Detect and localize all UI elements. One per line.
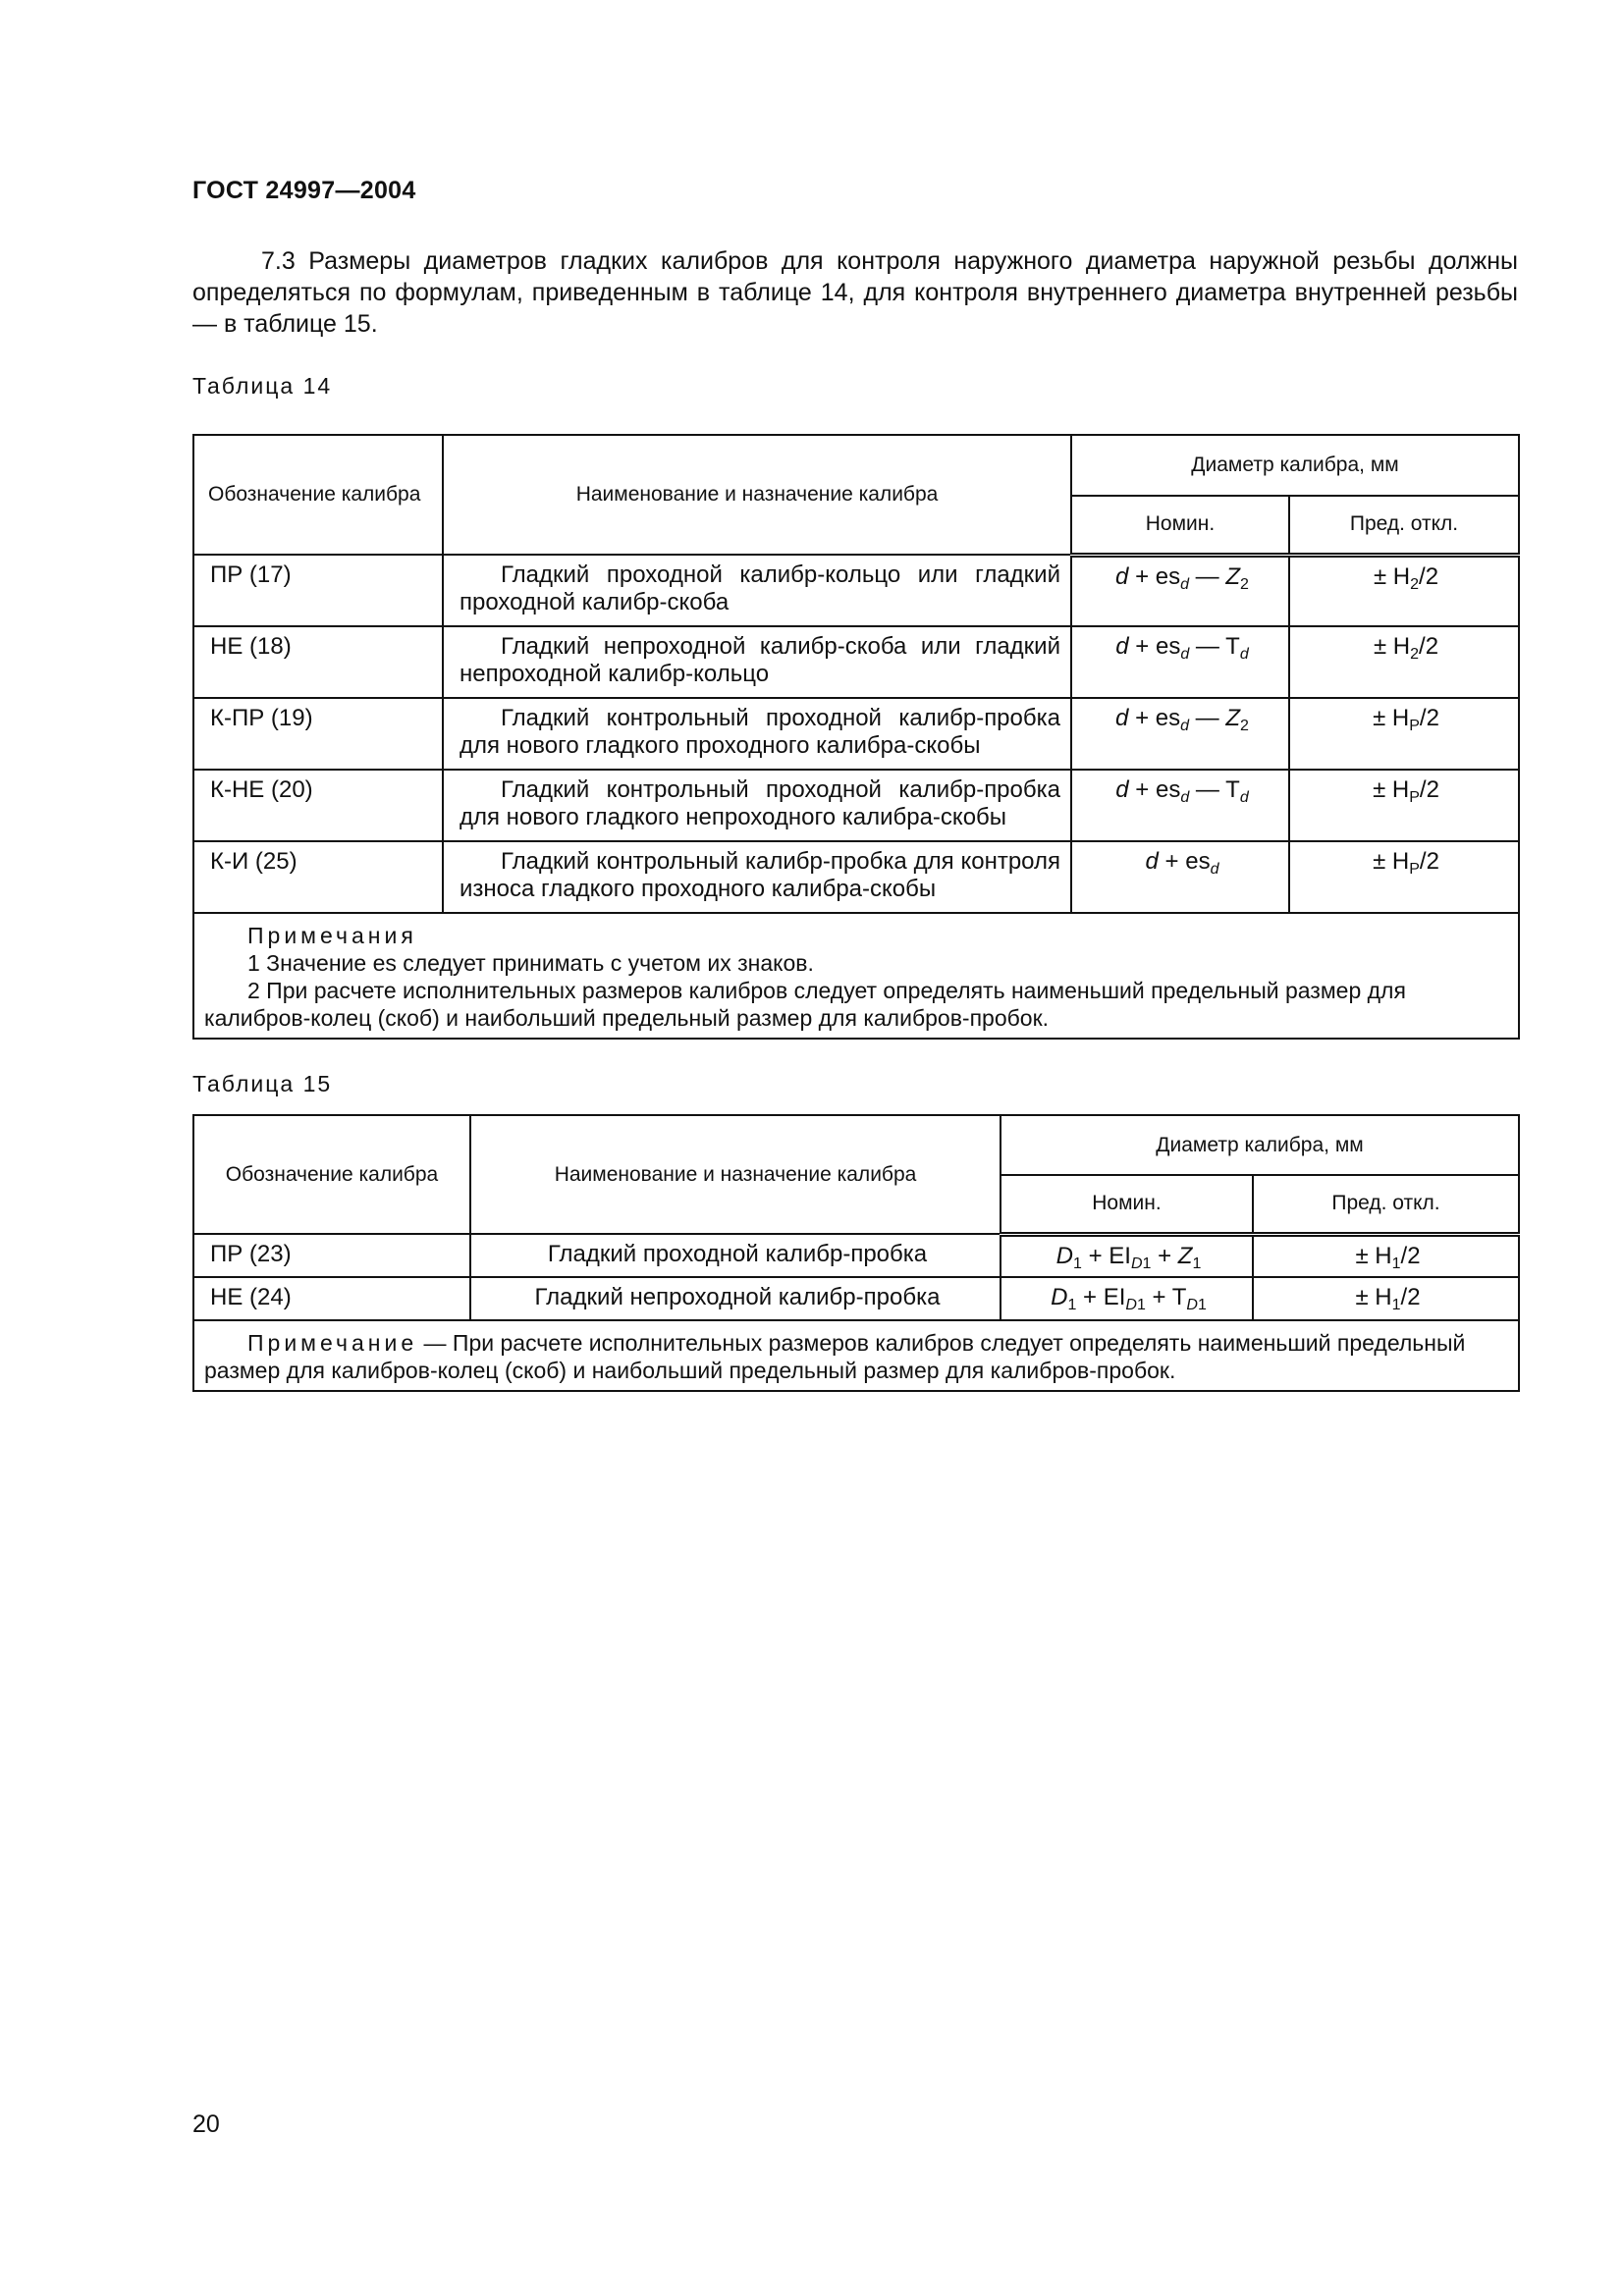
table-row [193,1234,1519,1277]
cell-name: Гладкий контрольный проходной калибр-пробка для нового гладкого проходного калибра-скобы [443,698,1071,770]
note-text: — При расчете исполнительных размеров калибров следует определять наименьший предельный размер для калибров-колец (скоб) и наибольший предельный размер для калибров-пробок. [204,1330,1466,1383]
cell-designation: НЕ (18) [193,626,443,698]
cell-deviation: ± $H_2/2$ [1289,626,1519,698]
table15-caption: Таблица 15 [192,1071,333,1096]
notes-row [193,1320,1519,1391]
cell-deviation: ± $H_P/2$ [1289,841,1519,913]
cell-nominal: $d + es_d$ — $Z_2$ [1071,698,1289,770]
header-nominal: Номин. [1001,1175,1253,1234]
cell-name: Гладкий непроходной калибр-скоба или гладкий непроходной калибр-кольцо [443,626,1071,698]
cell-deviation: ± $H_1/2$ [1253,1234,1519,1277]
cell-designation: К-НЕ (20) [193,770,443,841]
note-label: Примечание [247,1330,418,1356]
header-name: Наименование и назначение калибра [470,1115,1001,1234]
cell-deviation: ± $H_P/2$ [1289,698,1519,770]
cell-nominal: $D_1 + EI_{D1} + Z_1$ [1001,1234,1253,1277]
header-diameter: Диаметр калибра, мм [1001,1115,1519,1175]
table-row [193,698,1519,770]
table-14 [192,434,1520,1040]
cell-name: Гладкий проходной калибр-кольцо или гладкий проходной калибр-скоба [443,555,1071,626]
table14-caption: Таблица 14 [192,373,333,399]
notes-row [193,913,1519,1039]
cell-designation: ПР (17) [193,555,443,626]
header-nominal: Номин. [1071,496,1289,555]
cell-designation: К-ПР (19) [193,698,443,770]
note-2: 2 При расчете исполнительных размеров калибров следует определять наименьший предельный размер для калибров-колец (скоб) и наибольший предельный размер для калибров-пробок. [204,978,1406,1031]
cell-designation: К-И (25) [193,841,443,913]
cell-deviation: ± $H_2/2$ [1289,555,1519,626]
cell-name: Гладкий проходной калибр-пробка [470,1234,1001,1277]
cell-nominal: $D_1 + EI_{D1} + T_{D1}$ [1001,1277,1253,1320]
header-deviation: Пред. откл. [1253,1175,1519,1234]
header-designation: Обозначение калибра [193,1115,470,1234]
notes-cell [193,1320,1519,1391]
header-designation: Обозначение калибра [193,435,443,555]
table-row [193,1277,1519,1320]
header-deviation: Пред. откл. [1289,496,1519,555]
table-row [193,626,1519,698]
cell-nominal: $d + es_d$ [1071,841,1289,913]
table-15 [192,1114,1520,1392]
paragraph-7-3: 7.3 Размеры диаметров гладких калибров для контроля наружного диаметра наружной резьбы должны определяться по формулам, приведенным в таблице 14, для контроля внутреннего диаметра внутренней резьбы — в таблице 15. [192,247,1518,338]
cell-nominal: $d + es_d$ — $Z_2$ [1071,555,1289,626]
standard-title: ГОСТ 24997—2004 [192,177,416,204]
cell-name: Гладкий контрольный проходной калибр-пробка для нового гладкого непроходного калибра-скобы [443,770,1071,841]
table-row [193,770,1519,841]
cell-designation: НЕ (24) [193,1277,470,1320]
cell-nominal: $d + es_d$ — $T_d$ [1071,626,1289,698]
cell-deviation: ± $H_1/2$ [1253,1277,1519,1320]
notes-cell [193,913,1519,1039]
table-row [193,841,1519,913]
cell-name: Гладкий непроходной калибр-пробка [470,1277,1001,1320]
page-number: 20 [192,2110,220,2138]
notes-title: Примечания [247,923,417,948]
header-name: Наименование и назначение калибра [443,435,1071,555]
cell-name: Гладкий контрольный калибр-пробка для контроля износа гладкого проходного калибра-скобы [443,841,1071,913]
note [204,1329,1508,1384]
table-row [193,555,1519,626]
cell-nominal: $d + es_d$ — $T_d$ [1071,770,1289,841]
cell-designation: ПР (23) [193,1234,470,1277]
header-diameter: Диаметр калибра, мм [1071,435,1519,496]
note-1: 1 Значение es следует принимать с учетом их знаков. [247,950,814,976]
cell-deviation: ± $H_P/2$ [1289,770,1519,841]
